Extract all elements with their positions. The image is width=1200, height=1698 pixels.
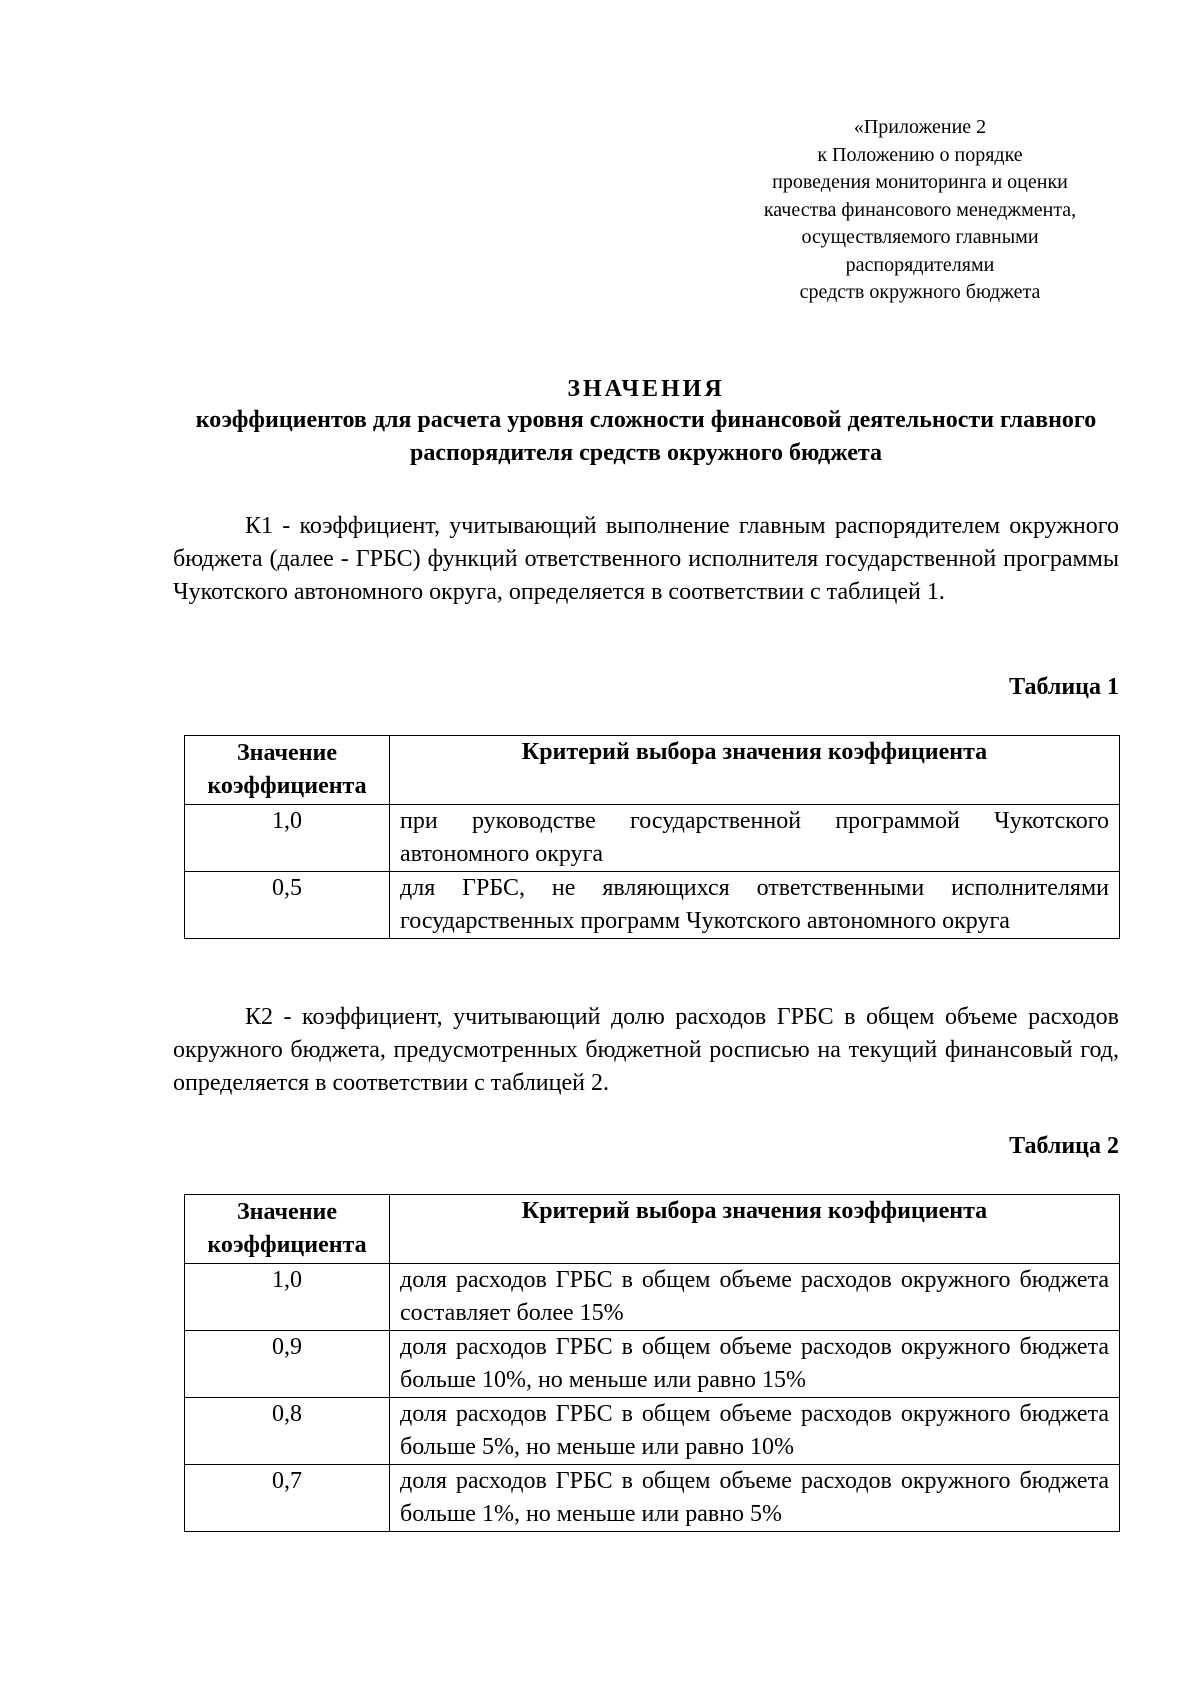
table1 [184, 735, 1120, 939]
appendix-line: качества финансового менеджмента, [763, 198, 1077, 221]
table-row [185, 1398, 1120, 1465]
header-value: Значение коэффициента [185, 1195, 390, 1264]
coefficient-value: 0,7 [185, 1465, 390, 1532]
appendix-header [700, 114, 1140, 307]
coefficient-value: 0,9 [185, 1331, 390, 1398]
criterion-text: доля расходов ГРБС в общем объеме расходов окружного бюджета больше 5%, но меньше или равно 10% [390, 1398, 1120, 1465]
appendix-line: средств окружного бюджета [799, 281, 1041, 303]
header-criterion: Критерий выбора значения коэффициента [390, 736, 1120, 805]
table-header-row [185, 1195, 1120, 1264]
coefficient-value: 1,0 [185, 1264, 390, 1331]
header-criterion: Критерий выбора значения коэффициента [390, 1195, 1120, 1264]
title-main: ЗНАЧЕНИЯ [567, 376, 725, 402]
table-row [185, 1465, 1120, 1532]
criterion-text: доля расходов ГРБС в общем объеме расходов окружного бюджета больше 10%, но меньше или равно 15% [390, 1331, 1120, 1398]
table1-caption: Таблица 1 [1009, 674, 1119, 700]
table-row [185, 805, 1120, 872]
table2 [184, 1194, 1120, 1532]
criterion-text: для ГРБС, не являющихся ответственными исполнителями государственных программ Чукотского автономного округа [390, 872, 1120, 939]
k1-paragraph: К1 - коэффициент, учитывающий выполнение главным распорядителем окружного бюджета (далее - ГРБС) функций ответственного исполнителя государственной программы Чукотского автономного округа, определяется в соответствии с таблицей 1. [173, 513, 1119, 605]
table-header-row [185, 736, 1120, 805]
coefficient-value: 0,8 [185, 1398, 390, 1465]
appendix-line: осуществляемого главными [801, 226, 1039, 248]
table2-caption: Таблица 2 [1009, 1133, 1119, 1159]
appendix-line: к Положению о порядке [817, 143, 1023, 166]
appendix-line: «Приложение 2 [853, 116, 987, 138]
appendix-line: распорядителями [845, 253, 995, 276]
appendix-line: проведения мониторинга и оценки [772, 171, 1068, 193]
document-title [173, 374, 1119, 470]
table-row [185, 1264, 1120, 1331]
k2-paragraph: К2 - коэффициент, учитывающий долю расходов ГРБС в общем объеме расходов окружного бюджета, предусмотренных бюджетной росписью на текущий финансовый год, определяется в соответствии с таблицей 2. [173, 1004, 1119, 1096]
title-subtitle: коэффициентов для расчета уровня сложности финансовой деятельности главного распорядителя средств окружного бюджета [195, 407, 1097, 466]
table-row [185, 1331, 1120, 1398]
criterion-text: при руководстве государственной программой Чукотского автономного округа [390, 805, 1120, 872]
coefficient-value: 1,0 [185, 805, 390, 872]
header-value: Значение коэффициента [185, 736, 390, 805]
coefficient-value: 0,5 [185, 872, 390, 939]
table-row [185, 872, 1120, 939]
criterion-text: доля расходов ГРБС в общем объеме расходов окружного бюджета больше 1%, но меньше или равно 5% [390, 1465, 1120, 1532]
criterion-text: доля расходов ГРБС в общем объеме расходов окружного бюджета составляет более 15% [390, 1264, 1120, 1331]
